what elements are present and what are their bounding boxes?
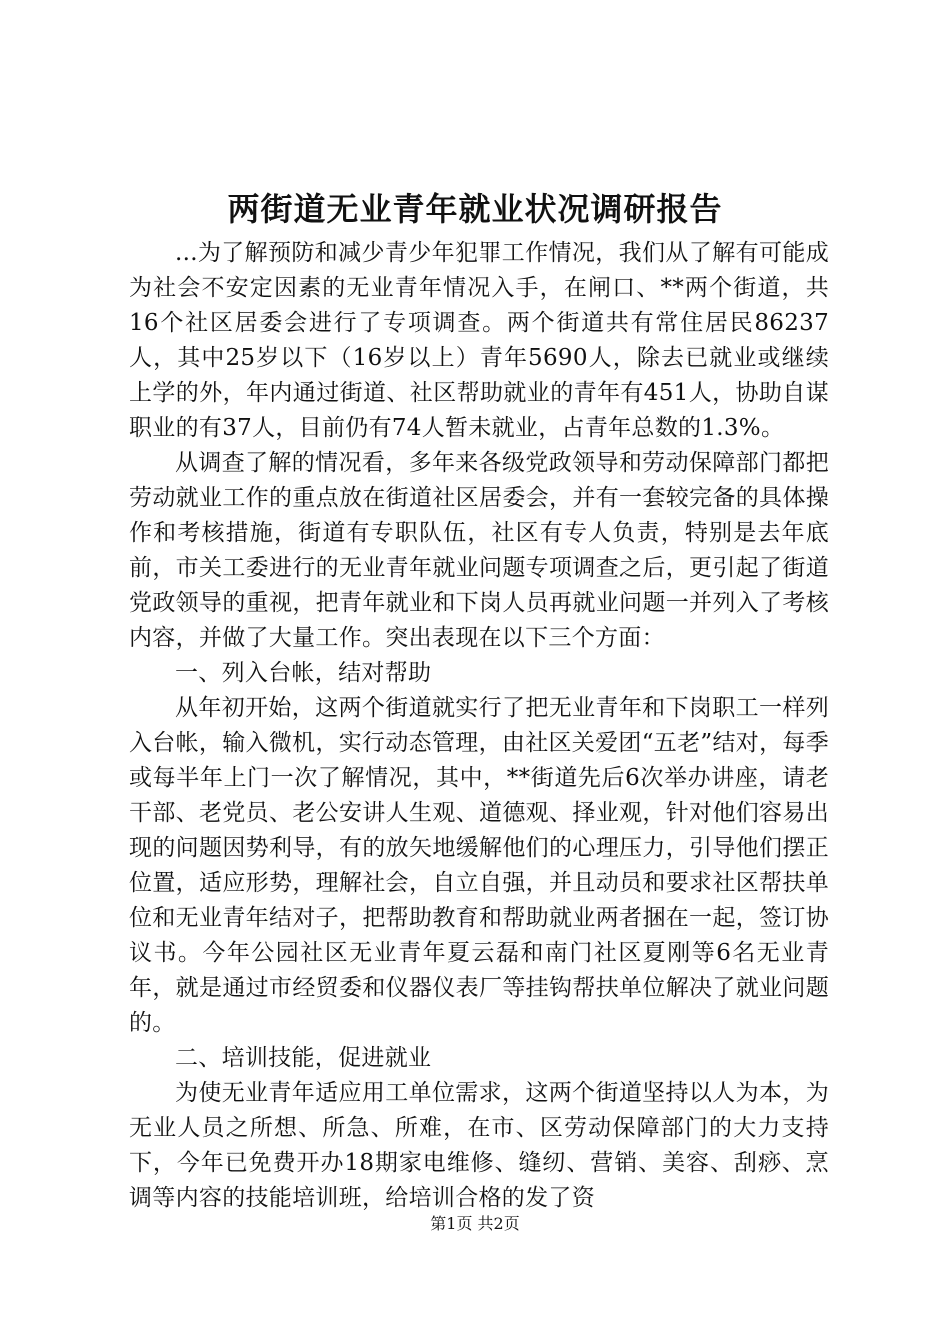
section-heading-2: 二、培训技能，促进就业: [175, 1045, 432, 1071]
paragraph-section-2: 为使无业青年适应用工单位需求，这两个街道坚持以人为本，为无业人员之所想、所急、所难，在市、区劳动保障部门的大力支持下，今年已免费开办18期家电维修、缝纫、营销、美容、刮痧、烹调等内容的技能培训班，给培训合格的发了资: [129, 1080, 829, 1211]
document-title: 两街道无业青年就业状况调研报告: [227, 190, 723, 228]
paragraph-overview: 从调查了解的情况看，多年来各级党政领导和劳动保障部门都把劳动就业工作的重点放在街道社区居委会，并有一套较完备的具体操作和考核措施，街道有专职队伍，社区有专人负责，特别是去年底前，市关工委进行的无业青年就业问题专项调查之后，更引起了街道党政领导的重视，把青年就业和下岗人员再就业问题一并列入了考核内容，并做了大量工作。突出表现在以下三个方面：: [129, 450, 829, 651]
paragraph-section-1: 从年初开始，这两个街道就实行了把无业青年和下岗职工一样列入台帐，输入微机，实行动态管理，由社区关爱团“五老”结对，每季或每半年上门一次了解情况，其中，**街道先后6次举办讲座，请老干部、老党员、老公安讲人生观、道德观、择业观，针对他们容易出现的问题因势利导，有的放矢地缓解他们的心理压力，引导他们摆正位置，适应形势，理解社会，自立自强，并且动员和要求社区帮扶单位和无业青年结对子，把帮助教育和帮助就业两者捆在一起，签订协议书。今年公园社区无业青年夏云磊和南门社区夏刚等6名无业青年，就是通过市经贸委和仪器仪表厂等挂钩帮扶单位解决了就业问题的。: [129, 695, 829, 1036]
section-heading-1: 一、列入台帐，结对帮助: [175, 660, 432, 686]
paragraph-intro: ...为了解预防和减少青少年犯罪工作情况，我们从了解有可能成为社会不安定因素的无业青年情况入手，在闸口、**两个街道，共16个社区居委会进行了专项调查。两个街道共有常住居民86237人，其中25岁以下（16岁以上）青年5690人，除去已就业或继续上学的外，年内通过街道、社区帮助就业的青年有451人，协助自谋职业的有37人，目前仍有74人暂未就业，占青年总数的1.3%。: [129, 240, 829, 441]
document-body: [129, 236, 829, 1216]
page-footer: 第1页 共2页: [430, 1214, 520, 1233]
